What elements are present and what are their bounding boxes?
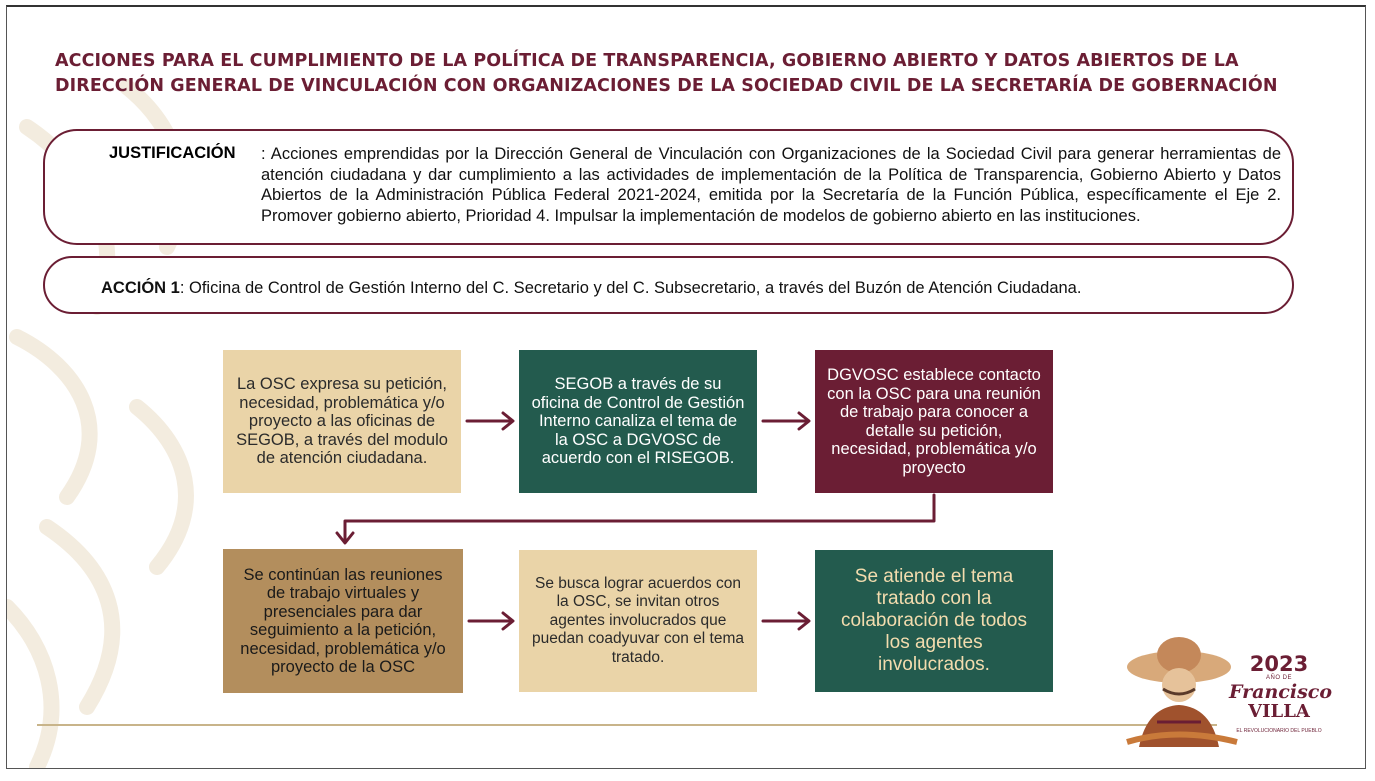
flow-step-3: DGVOSC establece contacto con la OSC para una reunión de trabajo para conocer a detalle su petición, necesidad, problemática y/o proyecto [815,350,1053,493]
justificacion-box [43,129,1294,245]
arrow-step2-to-step3 [763,413,809,429]
logo-2023-francisco-villa [1229,652,1333,735]
flow-step-1: La OSC expresa su petición, necesidad, problemática y/o proyecto a las oficinas de SEGOB, a través del modulo de atención ciudadana. [223,350,461,493]
flow-step-6: Se atiende el tema tratado con la colaboración de todos los agentes involucrados. [815,550,1053,692]
flow-step-2: SEGOB a través de su oficina de Control de Gestión Interno canaliza el tema de la OSC a DGVOSC de acuerdo con el RISEGOB. [519,350,757,493]
page-title: ACCIONES PARA EL CUMPLIMIENTO DE LA POLÍTICA DE TRANSPARENCIA, GOBIERNO ABIERTO Y DATOS ABIERTOS DE LA DIRECCIÓN GENERAL DE VINCULACIÓN CON ORGANIZACIONES DE LA SOCIEDAD CIVIL DE LA SECRETARÍA DE GOBERNACIÓN [55,51,1278,96]
logo-small: AÑO DE [1265,675,1292,681]
justificacion-text: : Acciones emprendidas por la Dirección General de Vinculación con Organizaciones de la Sociedad Civil para generar herramientas de atención ciudadana y dar cumplimiento a las actividades de implementación de la Política de Transparencia, Gobierno Abierto y Datos Abiertos de la Administración Pública Federal 2021-2024, emitida por la Secretaría de la Función Pública, específicamente el Eje 2. Promover gobierno abierto, Prioridad 4. Impulsar la implementación de modelos de gobierno abierto en las instituciones. [261,145,1281,225]
logo-name: Francisco [1229,681,1333,703]
accion-label: ACCIÓN 1 [101,279,180,297]
logo-year: 2023 [1249,652,1309,676]
watermark-pattern [7,7,237,769]
arrow-step3-to-step4 [337,495,934,543]
arrow-step4-to-step5 [469,613,513,629]
arrow-step1-to-step2 [467,413,513,429]
flow-step-5: Se busca lograr acuerdos con la OSC, se invitan otros agentes involucrados que puedan coadyuvar con el tema tratado. [519,550,757,692]
logo-villa: VILLA [1248,701,1310,722]
slide [6,5,1366,769]
logo-tagline: EL REVOLUCIONARIO DEL PUEBLO [1236,728,1322,734]
justificacion-label: JUSTIFICACIÓN [109,144,236,162]
accion-text: : Oficina de Control de Gestión Interno del C. Secretario y del C. Subsecretario, a través del Buzón de Atención Ciudadana. [179,279,1082,297]
arrow-step5-to-step6 [763,613,809,629]
accion-box [43,256,1294,314]
footer-divider [37,724,1217,726]
flow-step-4: Se continúan las reuniones de trabajo virtuales y presenciales para dar seguimiento a la petición, necesidad, problemática y/o proyecto de la OSC [223,549,463,693]
accion-line [101,279,1081,298]
